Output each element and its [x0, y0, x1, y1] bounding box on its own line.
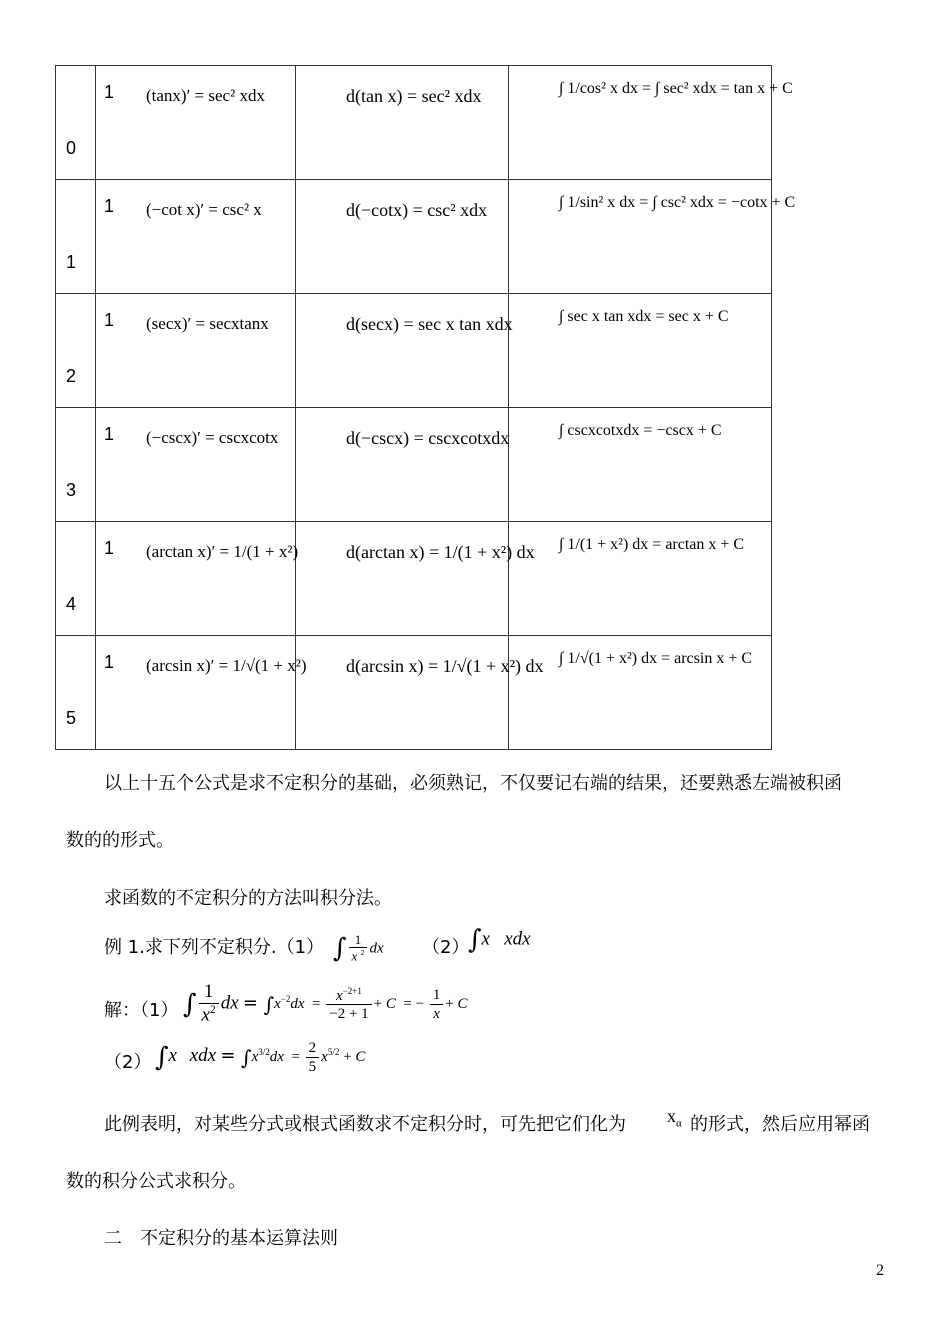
formula-table: [55, 65, 796, 750]
row-number: 1: [66, 252, 77, 272]
paragraph-line: 以上十五个公式是求不定积分的基础，必须熟记，不仅要记右端的结果，还要熟悉左端被积函: [104, 773, 842, 794]
differential-formula: d(−cscx) = cscxcotxdx: [346, 428, 510, 448]
integral-formula: ∫ 1/cos² x dx = ∫ sec² xdx = tan x + C: [559, 80, 793, 97]
derivative-cell: [96, 522, 299, 636]
row-sub-number: 1: [104, 196, 115, 216]
paragraph-line: 数的积分公式求积分。: [66, 1171, 246, 1192]
integral-formula: ∫ 1/sin² x dx = ∫ csc² xdx = −cotx + C: [559, 194, 796, 211]
row-sub-number: 1: [104, 82, 115, 102]
example-part2-label: （2）: [422, 937, 470, 958]
row-sub-number: 1: [104, 652, 115, 672]
differential-formula: d(arctan x) = 1/(1 + x²) dx: [346, 542, 535, 562]
integral-formula: ∫ sec x tan xdx = sec x + C: [559, 308, 729, 325]
derivative-formula: (−cscx)′ = cscxcotx: [146, 428, 279, 447]
integral-cell: [509, 180, 796, 294]
row-number-cell: [56, 180, 96, 294]
solution-label: 解：（1）: [104, 1000, 179, 1021]
derivative-cell: [96, 180, 296, 294]
paragraph-line: 的形式，然后应用幂函: [690, 1114, 870, 1135]
row-number: 3: [66, 480, 77, 500]
row-number-cell: [56, 408, 96, 522]
table-row: [56, 636, 772, 750]
row-number: 4: [66, 594, 77, 614]
paragraph-line: 求函数的不定积分的方法叫积分法。: [104, 888, 392, 909]
derivative-cell: [96, 408, 296, 522]
solution-part2-label: （2）: [104, 1052, 152, 1073]
differential-cell: [296, 636, 544, 750]
table-row: [56, 294, 772, 408]
x-alpha-math: $x_\alpha$: [667, 1106, 682, 1130]
row-number-cell: [56, 522, 96, 636]
integral-formula: ∫ 1/(1 + x²) dx = arctan x + C: [559, 536, 745, 553]
derivative-formula: (−cot x)′ = csc² x: [146, 200, 262, 219]
derivative-cell: [96, 66, 296, 180]
paragraph-line: 数的的形式。: [66, 830, 174, 851]
example-integral-1: ∫ $\frac{1}{x ^2}$ dx: [333, 932, 384, 964]
integral-cell: [509, 408, 772, 522]
row-number-cell: [56, 636, 96, 750]
differential-cell: [296, 66, 509, 180]
page-number: 2: [876, 1262, 884, 1279]
integral-formula: ∫ cscxcotxdx = −cscx + C: [559, 422, 722, 439]
table-row: [56, 522, 772, 636]
solution-part2-math: ∫x xdx = $\int x^{3/2}dx$ = $\frac{2}{5}$ $x^{5/2} + C$: [155, 1040, 366, 1075]
integral-cell: [509, 66, 793, 180]
row-number: 2: [66, 366, 77, 386]
derivative-formula: (secx)′ = secxtanx: [146, 314, 269, 333]
solution-part1-math: ∫ $\frac{1}{x^2}$ dx = $\int x^{-2}dx$ = $\frac{x^{-2+1}}{-2 + 1}$ + C = − $\frac{1}{x}$ + C: [183, 981, 468, 1026]
differential-formula: d(−cotx) = csc² xdx: [346, 200, 488, 220]
paragraph-line: 此例表明，对某些分式或根式函数求不定积分时，可先把它们化为: [104, 1114, 626, 1135]
row-number: 0: [66, 138, 77, 158]
table-row: [56, 66, 772, 180]
derivative-cell: [96, 294, 296, 408]
table-row: [56, 180, 772, 294]
differential-cell: [296, 408, 509, 522]
differential-formula: d(secx) = sec x tan xdx: [346, 314, 513, 334]
section-heading: 二 不定积分的基本运算法则: [104, 1228, 338, 1249]
differential-cell: [296, 180, 509, 294]
differential-cell: [296, 294, 513, 408]
table-row: [56, 408, 772, 522]
derivative-cell: [96, 636, 307, 750]
row-sub-number: 1: [104, 310, 115, 330]
example-label: 例 1.求下列不定积分.（1）: [104, 937, 325, 958]
row-number-cell: [56, 294, 96, 408]
differential-cell: [296, 522, 535, 636]
example-integral-2: ∫x xdx: [468, 925, 531, 955]
integral-cell: [509, 522, 772, 636]
integral-cell: [509, 636, 772, 750]
differential-formula: d(tan x) = sec² xdx: [346, 86, 482, 106]
row-sub-number: 1: [104, 538, 115, 558]
derivative-formula: (tanx)′ = sec² xdx: [146, 86, 265, 105]
row-number-cell: [56, 66, 96, 180]
derivative-formula: (arcsin x)′ = 1/√(1 + x²): [146, 656, 307, 675]
row-number: 5: [66, 708, 77, 728]
integral-formula: ∫ 1/√(1 + x²) dx = arcsin x + C: [559, 650, 753, 667]
integral-cell: [509, 294, 772, 408]
differential-formula: d(arcsin x) = 1/√(1 + x²) dx: [346, 656, 544, 676]
row-sub-number: 1: [104, 424, 115, 444]
derivative-formula: (arctan x)′ = 1/(1 + x²): [146, 542, 299, 561]
